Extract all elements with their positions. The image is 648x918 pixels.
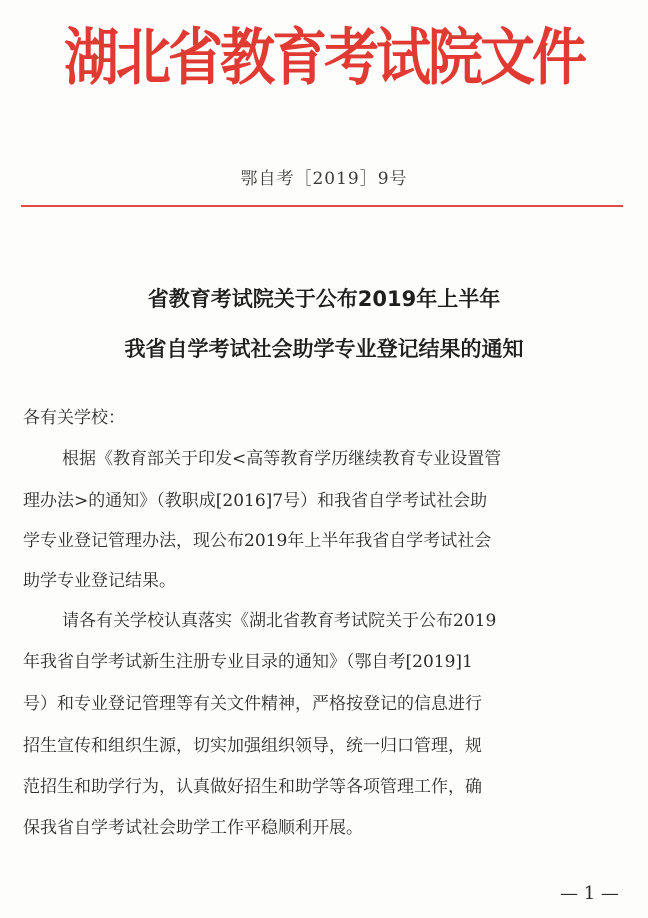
paragraph1-line: 理办法>的通知》（教职成[2016]7号）和我省自学考试社会助 <box>23 491 488 511</box>
issuer-title: 湖北省教育考试院文件 <box>63 21 584 93</box>
paragraph2-line: 号）和专业登记管理等有关文件精神，严格按登记的信息进行 <box>23 694 482 714</box>
paragraph2-line: 保我省自学考试社会助学工作平稳顺利开展。 <box>23 818 363 838</box>
salutation: 各有关学校： <box>23 408 125 428</box>
notice-title-line-1: 省教育考试院关于公布2019年上半年 <box>147 287 501 311</box>
paragraph2-line: 请各有关学校认真落实《湖北省教育考试院关于公布2019 <box>62 611 497 631</box>
paragraph1-line: 学专业登记管理办法，现公布2019年上半年我省自学考试社会 <box>23 531 492 551</box>
notice-title-line-2: 我省自学考试社会助学专业登记结果的通知 <box>124 337 524 361</box>
paragraph1-line: 助学专业登记结果。 <box>23 571 176 591</box>
paragraph2-line: 范招生和助学行为，认真做好招生和助学等各项管理工作，确 <box>23 777 482 797</box>
paragraph2-line: 招生宣传和组织生源，切实加强组织领导，统一归口管理，规 <box>23 736 482 756</box>
paragraph1-line: 根据《教育部关于印发<高等教育学历继续教育专业设置管 <box>62 449 502 469</box>
document-number: 鄂自考［2019］9号 <box>240 169 408 189</box>
page-number: — 1 — <box>560 883 619 904</box>
paragraph2-line: 年我省自学考试新生注册专业目录的通知》（鄂自考[2019]1 <box>23 652 473 672</box>
red-divider <box>21 205 623 207</box>
